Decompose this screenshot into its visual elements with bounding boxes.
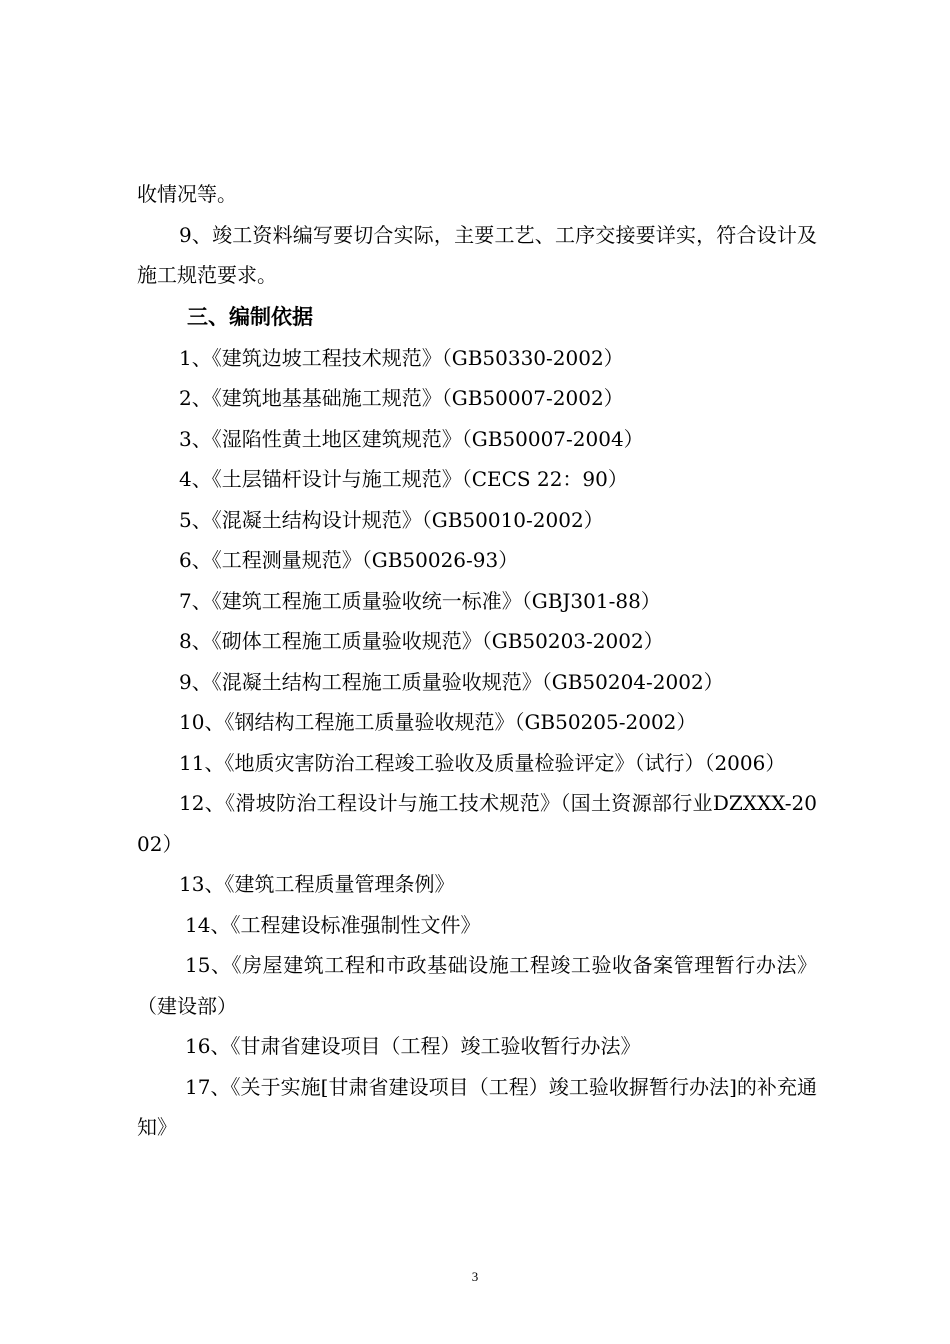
reference-item-7: 7、《建筑工程施工质量验收统一标准》（GBJ301-88） [179, 588, 661, 613]
reference-item-16: 16、《甘肃省建设项目（工程）竣工验收暂行办法》 [185, 1034, 641, 1058]
reference-item-2: 2、《建筑地基基础施工规范》（GB50007-2002） [179, 386, 624, 410]
reference-item-8: 8、《砌体工程施工质量验收规范》（GB50203-2002） [179, 629, 664, 653]
reference-item-4: 4、《土层锚杆设计与施工规范》（CECS 22：90） [179, 467, 628, 491]
reference-item-15: 15、《房屋建筑工程和市政基础设施工程竣工验收备案管理暂行办法》（建设部） [137, 953, 817, 1018]
reference-item-6: 6、《工程测量规范》（GB50026-93） [179, 548, 519, 572]
paragraph-continuation: 收情况等。 [137, 182, 237, 206]
reference-item-9: 9、《混凝土结构工程施工质量验收规范》（GB50204-2002） [179, 669, 724, 694]
reference-item-3: 3、《湿陷性黄土地区建筑规范》（GB50007-2004） [179, 426, 644, 451]
reference-item-10: 10、《钢结构工程施工质量验收规范》（GB50205-2002） [179, 710, 697, 734]
reference-item-11: 11、《地质灾害防治工程竣工验收及质量检验评定》（试行）（2006） [179, 750, 786, 775]
reference-item-5: 5、《混凝土结构设计规范》（GB50010-2002） [179, 507, 604, 532]
section-heading: 三、编制依据 [187, 304, 313, 329]
reference-list [137, 338, 817, 1148]
reference-item-1: 1、《建筑边坡工程技术规范》（GB50330-2002） [179, 345, 624, 370]
reference-item-14: 14、《工程建设标准强制性文件》 [185, 912, 481, 937]
paragraph-item-9: 9、竣工资料编写要切合实际，主要工艺、工序交接要详实，符合设计及施工规范要求。 [137, 222, 817, 287]
page-number: 3 [471, 1269, 479, 1284]
reference-item-13: 13、《建筑工程质量管理条例》 [179, 872, 455, 896]
reference-item-12: 12、《滑坡防治工程设计与施工技术规范》（国土资源部行业DZXXX-2002） [137, 791, 817, 856]
reference-item-17: 17、《关于实施[甘肃省建设项目（工程）竣工验收摒暂行办法]的补充通知》 [137, 1074, 817, 1139]
document-body [137, 174, 817, 1148]
